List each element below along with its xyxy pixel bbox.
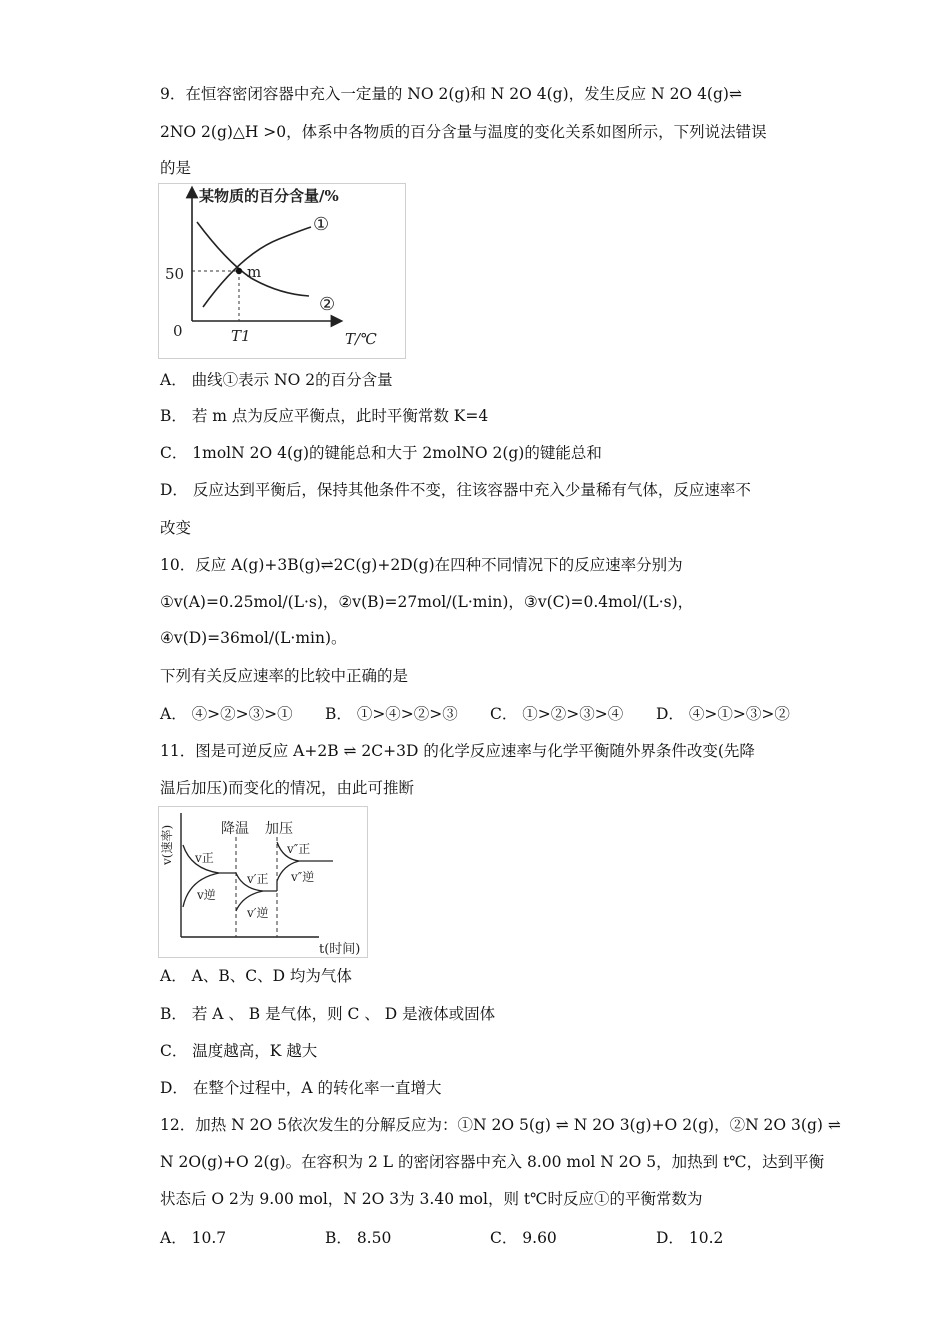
q11-stem-line1: 11．图是可逆反应 A+2B ⇌ 2C+3D 的化学反应速率与化学平衡随外界条件改变(先降	[160, 742, 755, 760]
q9-option-c: C． 1molN 2O 4(g)的键能总和大于 2molNO 2(g)的键能总和	[160, 444, 602, 462]
q9-option-d-line1: D． 反应达到平衡后，保持其他条件不变，往该容器中充入少量稀有气体，反应速率不	[160, 481, 751, 499]
q9-point-label: m	[247, 263, 262, 281]
q11-stem-line2: 温后加压)而变化的情况，由此可推断	[160, 779, 415, 797]
q11-v-rev-1-label: v′逆	[247, 906, 269, 920]
q11-v-rev-2-label: v″逆	[291, 870, 315, 884]
q10-stem-line2: ①v(A)=0.25mol/(L·s)，②v(B)=27mol/(L·min)，③v(C)=0.4mol/(L·s)，	[160, 593, 694, 611]
q11-graph	[159, 807, 367, 957]
q11-v-fwd-label: v正	[195, 851, 214, 865]
q9-graph	[159, 184, 405, 358]
q9-curve1-label: ①	[313, 214, 330, 235]
q9-figure	[158, 183, 406, 359]
q12-option-b: B． 8.50	[325, 1229, 392, 1247]
q11-option-a: A． A、B、C、D 均为气体	[160, 967, 352, 985]
q11-y-label: v(速率)	[160, 824, 174, 865]
q12-option-d: D． 10.2	[656, 1229, 724, 1247]
q11-v-rev-label: v逆	[197, 888, 216, 902]
q10-option-b: B． ①>④>②>③	[325, 705, 458, 723]
q11-x-label: t(时间)	[319, 942, 361, 957]
q11-label-cool: 降温	[221, 821, 249, 837]
q9-x-tick-t1: T1	[231, 327, 251, 345]
q11-figure	[158, 806, 368, 958]
q12-stem-line2: N 2O(g)+O 2(g)。在容积为 2 L 的密闭容器中充入 8.00 mol N 2O 5，加热到 t℃，达到平衡	[160, 1153, 825, 1171]
q9-y-label: 某物质的百分含量/%	[199, 187, 339, 205]
q12-option-c: C． 9.60	[490, 1229, 557, 1247]
q10-stem-line1: 10．反应 A(g)+3B(g)⇌2C(g)+2D(g)在四种不同情况下的反应速率分别为	[160, 556, 683, 574]
q10-option-c: C． ①>②>③>④	[490, 705, 624, 723]
q9-x-label: T/℃	[345, 330, 377, 348]
q11-label-press: 加压	[265, 821, 293, 837]
q10-option-d: D． ④>①>③>②	[656, 705, 790, 723]
q9-point-m	[236, 268, 242, 274]
q9-option-b: B． 若 m 点为反应平衡点，此时平衡常数 K=4	[160, 407, 489, 425]
q9-origin: 0	[173, 322, 183, 340]
q11-option-c: C． 温度越高，K 越大	[160, 1042, 318, 1060]
q11-v-fwd-2-label: v″正	[287, 842, 311, 856]
q12-option-a: A． 10.7	[160, 1229, 227, 1247]
q9-curve2-label: ②	[319, 294, 336, 315]
q9-y-tick-50: 50	[165, 265, 185, 283]
q9-stem-line2: 2NO 2(g)△H >0，体系中各物质的百分含量与温度的变化关系如图所示，下列说法错误	[160, 123, 767, 141]
q10-stem-line3: ④v(D)=36mol/(L·min)。	[160, 629, 347, 647]
q9-option-d-line2: 改变	[160, 519, 192, 537]
q9-stem-line1: 9．在恒容密闭容器中充入一定量的 NO 2(g)和 N 2O 4(g)，发生反应 N 2O 4(g)⇌	[160, 85, 742, 103]
q10-option-a: A． ④>②>③>①	[160, 705, 293, 723]
q9-stem-line3: 的是	[160, 159, 192, 177]
q11-option-d: D． 在整个过程中，A 的转化率一直增大	[160, 1079, 442, 1097]
q12-stem-line1: 12．加热 N 2O 5依次发生的分解反应为：①N 2O 5(g) ⇌ N 2O 3(g)+O 2(g)，②N 2O 3(g) ⇌	[160, 1116, 841, 1134]
q12-stem-line3: 状态后 O 2为 9.00 mol，N 2O 3为 3.40 mol，则 t℃时反应①的平衡常数为	[160, 1190, 703, 1208]
q11-option-b: B． 若 A 、 B 是气体，则 C 、 D 是液体或固体	[160, 1005, 496, 1023]
q9-option-a: A． 曲线①表示 NO 2的百分含量	[160, 371, 393, 389]
q10-stem-line4: 下列有关反应速率的比较中正确的是	[160, 667, 409, 685]
q11-v-fwd-1-label: v′正	[247, 872, 269, 886]
